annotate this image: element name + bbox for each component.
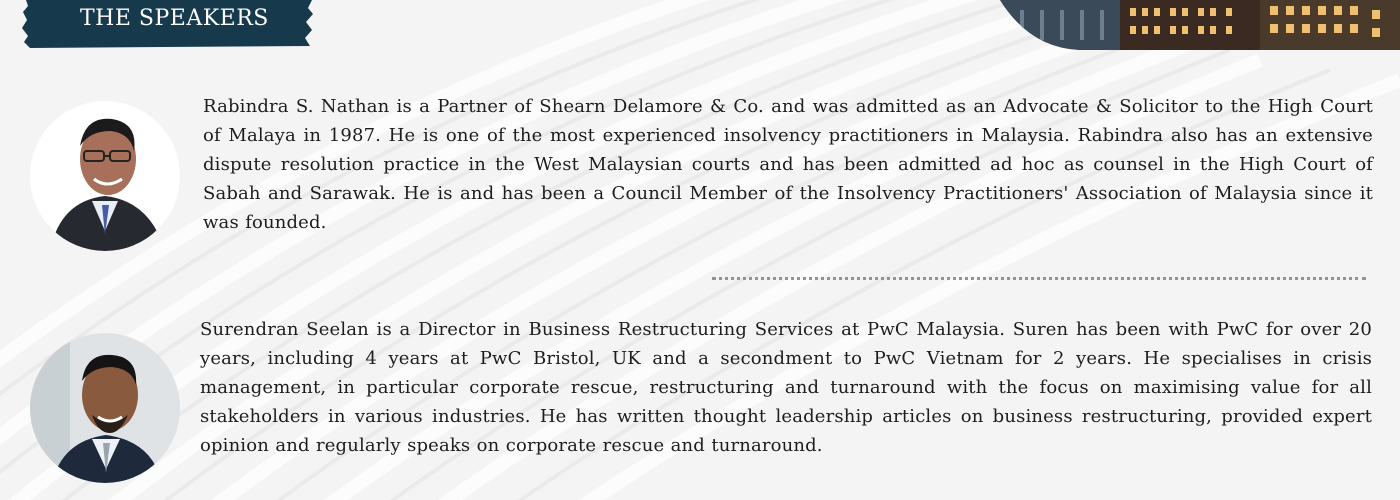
portrait-photo xyxy=(30,333,180,483)
speaker-bio-rabindra: Rabindra S. Nathan is a Partner of Shearn Delamore & Co. and was admitted as an Advocate & Solicitor to the High Court of Malaya in 1987. He is one of the most experienced insolvency practitioners in Malaysia. Rabindra also has an extensive dispute resolution practice in the West Malaysian courts and has been admitted ad hoc as counsel in the High Court of Sabah and Sarawak. He is and has been a Council Member of the Insolvency Practitioners' Association of Malaysia since it was founded. xyxy=(203,96,1373,233)
dotted-divider xyxy=(712,277,1366,280)
section-header-banner xyxy=(22,0,314,48)
city-building-photo xyxy=(1000,0,1400,50)
speaker-photo-surendran xyxy=(30,333,180,483)
speaker-bio-surendran: Surendran Seelan is a Director in Business Restructuring Services at PwC Malaysia. Suren has been with PwC for over 20 years, including 4 years at PwC Bristol, UK and a secondment to PwC Vietnam for 2 years. He specialises in crisis management, in particular corporate rescue, restructuring and turnaround with the focus on maximising value for all stakeholders in various industries. He has written thought leadership articles on business restructuring, provided expert opinion and regularly speaks on corporate rescue and turnaround. xyxy=(200,319,1372,456)
speaker-photo-rabindra xyxy=(30,101,180,251)
section-title: THE SPEAKERS xyxy=(80,6,269,31)
portrait-photo xyxy=(30,101,180,251)
